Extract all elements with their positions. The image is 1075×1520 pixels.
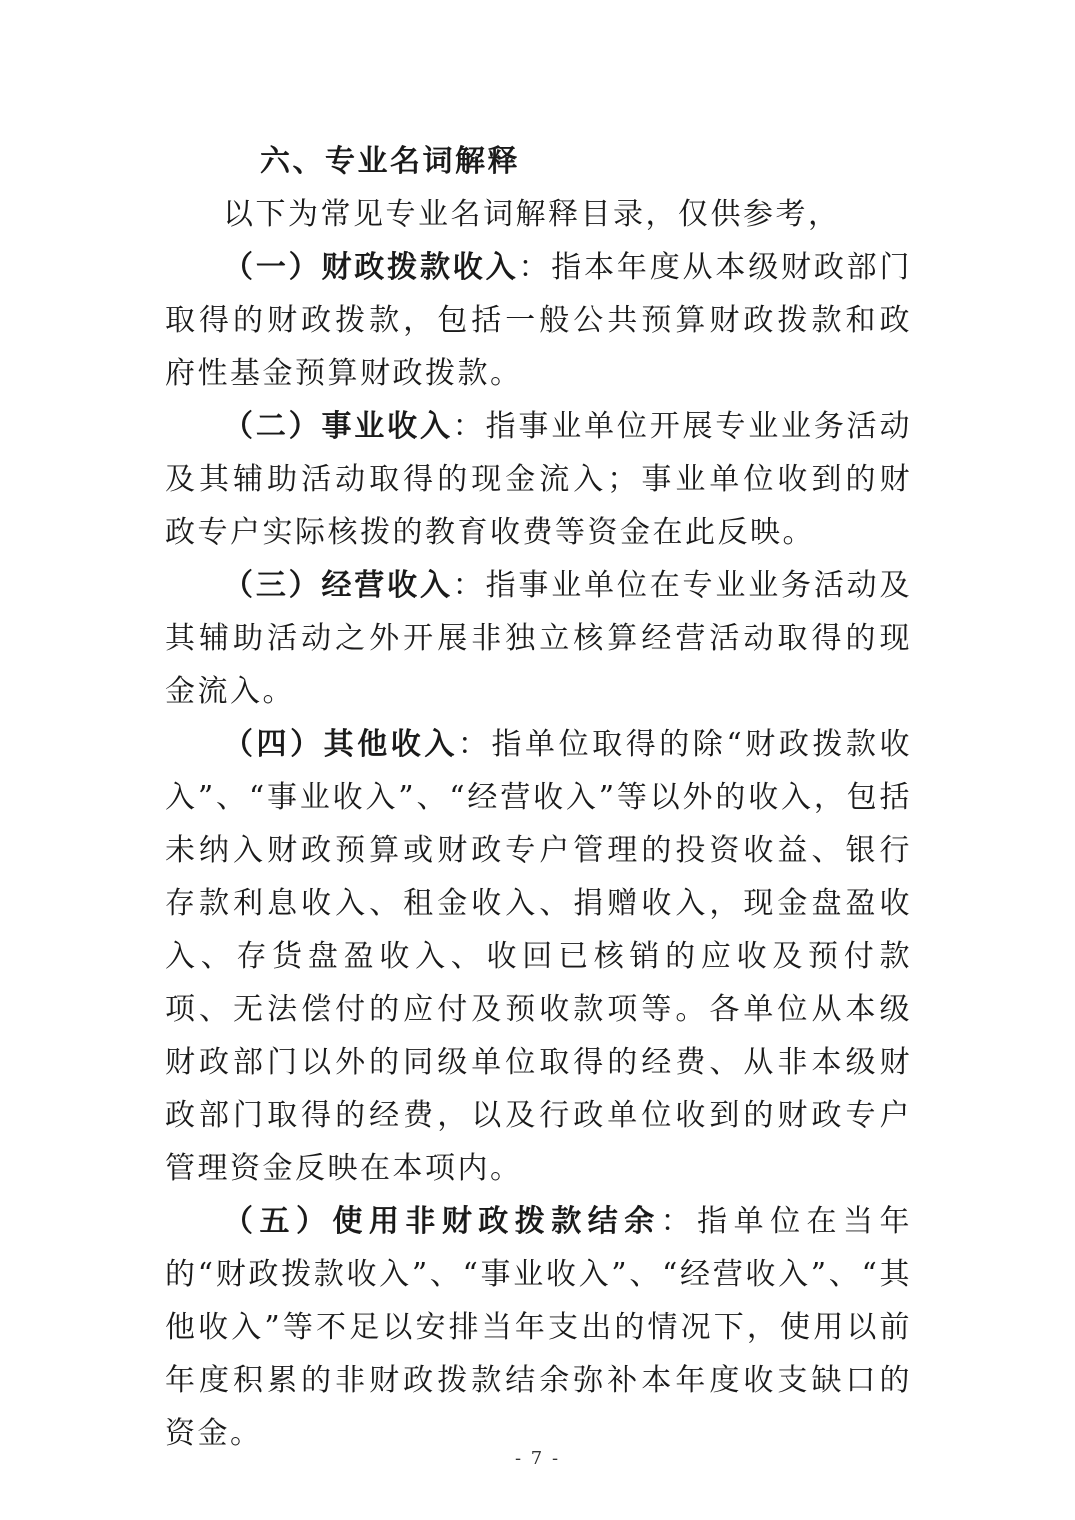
definition-term: （三）经营收入 bbox=[223, 568, 453, 603]
definition-text: ：指本年度从本级财政部门取得的财政拨款，包括一般公共预算财政拨款和政府性基金预算财政拨款。 bbox=[165, 250, 913, 391]
definition-term: （五）使用非财政拨款结余 bbox=[223, 1204, 661, 1239]
section-title: 六、专业名词解释 bbox=[260, 144, 520, 179]
intro-text: 以下为常见专业名词解释目录，仅供参考， bbox=[223, 197, 841, 232]
definition-term: （四）其他收入 bbox=[223, 727, 458, 762]
definition-item-1 bbox=[165, 241, 912, 400]
definition-text: ：指单位在当年的“财政拨款收入”、“事业收入”、“经营收入”、“其他收入”等不足以安排当年支出的情况下，使用以前年度积累的非财政拨款结余弥补本年度收支缺口的资金。 bbox=[165, 1204, 913, 1451]
definition-item-4 bbox=[165, 718, 912, 1195]
definition-text: ：指事业单位开展专业业务活动及其辅助活动取得的现金流入；事业单位收到的财政专户实际核拨的教育收费等资金在此反映。 bbox=[165, 409, 913, 550]
document-body bbox=[165, 135, 912, 1460]
page-number: - 7 - bbox=[514, 1448, 561, 1469]
definition-term: （一）财政拨款收入 bbox=[223, 250, 519, 285]
definition-text: ：指事业单位在专业业务活动及其辅助活动之外开展非独立核算经营活动取得的现金流入。 bbox=[165, 568, 913, 709]
definition-term: （二）事业收入 bbox=[223, 409, 453, 444]
definition-text: ：指单位取得的除“财政拨款收入”、“事业收入”、“经营收入”等以外的收入，包括未纳入财政预算或财政专户管理的投资收益、银行存款利息收入、租金收入、捐赠收入，现金盘盈收入、存货盘盈收入、收回已核销的应收及预付款项、无法偿付的应付及预收款项等。各单位从本级财政部门以外的同级单位取得的经费、从非本级财政部门取得的经费，以及行政单位收到的财政专户管理资金反映在本项内。 bbox=[165, 727, 912, 1186]
definition-item-5 bbox=[165, 1195, 912, 1460]
definition-item-3 bbox=[165, 559, 912, 718]
definition-item-2 bbox=[165, 400, 912, 559]
